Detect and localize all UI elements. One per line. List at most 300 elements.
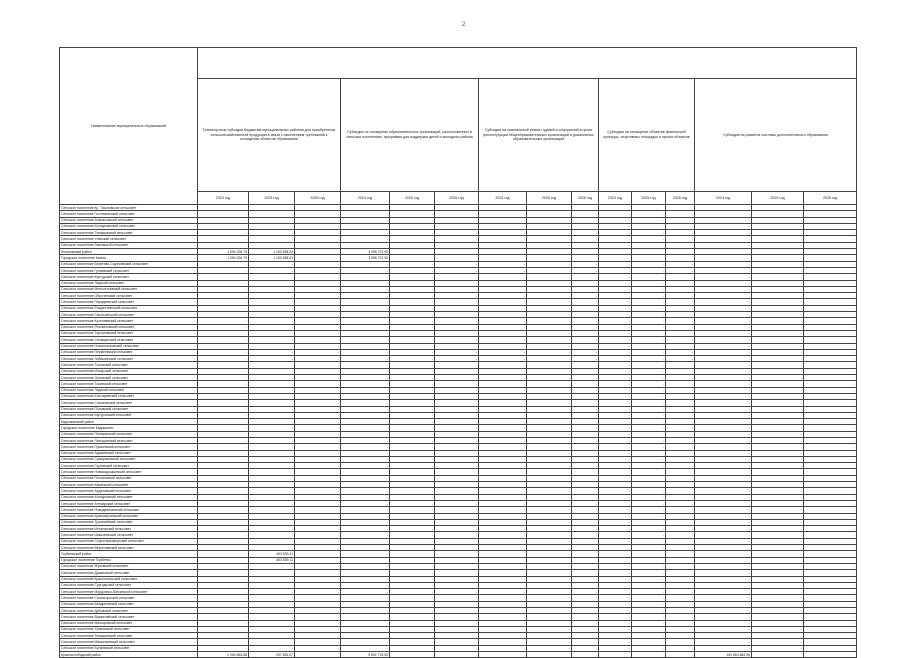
row-name: Сельское поселение Поповский сельсовет [60,406,198,412]
row-name: Сельское поселение Жуковский сельсовет [60,563,198,569]
value-cell: - [479,526,527,532]
value-cell: - [341,412,390,418]
value-cell: - [341,456,390,462]
value-cell: - [695,330,752,336]
row-name: Сельское поселение Мамолаевский сельсовет [60,639,198,645]
value-cell: - [295,223,341,229]
value-cell: - [572,242,599,248]
value-cell: - [572,582,599,588]
value-cell: - [752,242,804,248]
value-cell: - [249,507,295,513]
value-cell: - [695,419,752,425]
value-cell: - [804,582,857,588]
value-cell: - [390,576,435,582]
value-cell: - [632,589,666,595]
value-cell: - [479,349,527,355]
value-cell: - [527,545,572,551]
value-cell: - [695,349,752,355]
value-cell: - [804,532,857,538]
value-cell: - [752,286,804,292]
value-cell: - [249,400,295,406]
value-cell: - [341,570,390,576]
value-cell: - [295,412,341,418]
value-cell: - [527,337,572,343]
value-cell: - [390,337,435,343]
value-cell: - [695,312,752,318]
value-cell: - [341,393,390,399]
value-cell: - [752,532,804,538]
value-cell: - [599,267,632,273]
value-cell: - [435,419,479,425]
value-cell: - [435,356,479,362]
value-cell: - [632,299,666,305]
value-cell: - [632,324,666,330]
row-name: Сельское поселение Томашовский сельсовет [60,230,198,236]
row-name: Сельское поселение Глуховский сельсовет [60,463,198,469]
value-cell: - [295,601,341,607]
value-cell: - [804,324,857,330]
value-cell: - [666,274,695,280]
value-cell: - [632,343,666,349]
value-cell: - [390,595,435,601]
value-cell: - [752,601,804,607]
value-cell: - [572,267,599,273]
value-cell: - [527,318,572,324]
value-cell: - [198,563,249,569]
value-cell: - [695,488,752,494]
value-cell: - [752,419,804,425]
value-cell: - [479,274,527,280]
year-header: 2026 год [804,192,857,205]
value-cell: - [198,450,249,456]
value-cell: - [198,601,249,607]
value-cell: - [341,507,390,513]
row-name: Сельское поселение Булаевский сельсовет [60,645,198,651]
value-cell: - [198,519,249,525]
value-cell: - [572,419,599,425]
value-cell: - [752,267,804,273]
value-cell: - [666,368,695,374]
value-cell: - [479,563,527,569]
value-cell: - [752,305,804,311]
value-cell: - [295,463,341,469]
value-cell: - [341,513,390,519]
value-cell: - [752,236,804,242]
value-cell: - [198,639,249,645]
value-cell: - [435,608,479,614]
value-cell: - [479,387,527,393]
value-cell [527,652,572,658]
value-cell: - [390,519,435,525]
value-cell: - [341,368,390,374]
value-cell: - [752,356,804,362]
value-cell: - [695,582,752,588]
value-cell: - [599,639,632,645]
value-cell: - [435,400,479,406]
value-cell: - [752,381,804,387]
value-cell: - [599,299,632,305]
row-name: Сельское поселение Темяшевский сельсовет [60,633,198,639]
value-cell: - [599,381,632,387]
value-cell: - [435,620,479,626]
value-cell: - [527,412,572,418]
value-cell: - [435,267,479,273]
value-cell: - [632,437,666,443]
value-cell: - [599,312,632,318]
value-cell: - [198,393,249,399]
value-cell: - [390,230,435,236]
value-cell: - [752,450,804,456]
value-cell: - [341,400,390,406]
value-cell: - [804,305,857,311]
value-cell: - [695,261,752,267]
value-cell: - [632,318,666,324]
value-cell: - [599,450,632,456]
value-cell: - [804,626,857,632]
value-cell: - [527,589,572,595]
value-cell: - [295,545,341,551]
group-header: Субсидии на капитальный ремонт зданий и сооружений в целях реконструкции общеобразовательных организаций и дошкольных образовательных организаций [479,79,599,192]
value-cell: - [390,312,435,318]
value-cell: 1 183 838,43 [249,255,295,261]
value-cell: - [666,280,695,286]
value-cell: - [695,280,752,286]
value-cell: - [435,362,479,368]
value-cell: - [198,267,249,273]
value-cell: - [572,614,599,620]
value-cell: - [666,261,695,267]
value-cell: - [435,519,479,525]
value-cell: - [599,488,632,494]
value-cell: - [572,349,599,355]
value-cell: - [390,538,435,544]
value-cell: - [198,211,249,217]
value-cell: - [527,368,572,374]
value-cell: - [804,444,857,450]
value-cell: - [632,362,666,368]
value-cell: - [295,626,341,632]
value-cell: - [752,387,804,393]
value-cell: - [249,274,295,280]
value-cell: - [804,614,857,620]
value-cell: - [695,343,752,349]
value-cell: - [666,519,695,525]
row-name: Сельское поселение Ладский сельсовет [60,387,198,393]
value-cell: - [341,633,390,639]
value-cell: - [695,526,752,532]
value-cell: - [752,223,804,229]
value-cell: - [572,626,599,632]
value-cell: - [527,563,572,569]
value-cell: - [295,425,341,431]
value-cell: - [198,589,249,595]
value-cell: - [527,639,572,645]
value-cell: - [479,343,527,349]
value-cell: - [295,267,341,273]
value-cell: - [527,236,572,242]
value-cell: - [599,412,632,418]
value-cell: - [599,343,632,349]
value-cell: - [632,431,666,437]
value-cell: - [695,456,752,462]
value-cell: - [390,267,435,273]
value-cell: - [341,223,390,229]
value-cell: - [695,299,752,305]
value-cell [295,652,341,658]
value-cell: - [295,450,341,456]
value-cell: - [804,299,857,305]
value-cell: - [249,570,295,576]
year-header: 2024 год [695,192,752,205]
value-cell: - [572,305,599,311]
value-cell: - [695,293,752,299]
value-cell: - [572,393,599,399]
value-cell: - [198,645,249,651]
value-cell: - [632,538,666,544]
value-cell: - [752,431,804,437]
value-cell: - [479,444,527,450]
value-cell: - [752,608,804,614]
value-cell: - [804,312,857,318]
value-cell: - [572,513,599,519]
value-cell: 9 592 725,05 [341,652,390,658]
value-cell: - [695,463,752,469]
row-name: Сельское поселение Атемарский сельсовет [60,500,198,506]
value-cell: - [249,349,295,355]
value-cell: - [632,513,666,519]
value-cell: - [435,545,479,551]
value-cell: - [295,563,341,569]
value-cell: - [198,387,249,393]
value-cell: - [295,211,341,217]
value-cell: - [632,633,666,639]
value-cell: - [752,595,804,601]
value-cell: - [527,393,572,399]
value-cell: - [695,538,752,544]
value-cell: - [479,620,527,626]
value-cell: - [752,463,804,469]
value-cell: - [632,450,666,456]
value-cell: - [572,444,599,450]
value-cell: - [341,217,390,223]
value-cell: - [527,595,572,601]
value-cell: - [599,217,632,223]
row-name: Сельское поселение Ладский сельсовет [60,280,198,286]
value-cell: - [527,356,572,362]
year-header: 2026 год [666,192,695,205]
value-cell: - [341,576,390,582]
value-cell: - [341,362,390,368]
value-cell: - [666,381,695,387]
value-cell: - [666,211,695,217]
value-cell: - [390,507,435,513]
row-name: Сельское поселение Салазгорьский сельсовет [60,595,198,601]
row-name: Сельское поселение Апанасовский сельсовет [60,217,198,223]
value-cell: - [479,545,527,551]
value-cell: - [695,337,752,343]
value-cell: - [599,223,632,229]
value-cell: - [752,362,804,368]
value-cell: - [198,545,249,551]
value-cell: - [695,425,752,431]
value-cell: - [527,312,572,318]
value-cell: - [752,274,804,280]
value-cell: - [695,356,752,362]
value-cell: - [666,582,695,588]
value-cell: - [527,230,572,236]
value-cell: - [249,538,295,544]
value-cell: - [435,639,479,645]
value-cell: - [390,570,435,576]
value-cell: - [479,589,527,595]
value-cell: - [479,337,527,343]
value-cell: - [435,368,479,374]
value-cell: - [341,293,390,299]
value-cell: - [752,312,804,318]
value-cell: - [295,362,341,368]
value-cell: - [249,293,295,299]
value-cell: - [632,488,666,494]
value-cell: - [249,368,295,374]
value-cell: - [198,318,249,324]
value-cell: - [295,406,341,412]
value-cell: - [599,500,632,506]
row-name: Сельское поселение Игнатовский сельсовет [60,526,198,532]
value-cell: - [390,582,435,588]
value-cell: - [695,437,752,443]
value-cell: - [804,545,857,551]
value-cell: - [435,299,479,305]
value-cell: - [752,456,804,462]
value-cell: - [666,450,695,456]
value-cell: - [695,563,752,569]
value-cell: - [666,293,695,299]
value-cell: - [198,324,249,330]
value-cell: - [249,223,295,229]
value-cell: - [479,375,527,381]
value-cell: - [249,412,295,418]
value-cell: - [666,639,695,645]
value-cell: - [804,406,857,412]
value-cell: - [341,626,390,632]
value-cell: - [479,633,527,639]
value-cell: - [752,337,804,343]
value-cell: - [435,437,479,443]
value-cell: - [804,375,857,381]
value-cell: - [295,280,341,286]
value-cell: - [390,419,435,425]
value-cell: - [666,400,695,406]
value-cell: - [527,293,572,299]
value-cell: - [390,324,435,330]
value-cell: - [341,211,390,217]
value-cell: - [752,437,804,443]
value-cell: - [479,236,527,242]
value-cell: - [295,230,341,236]
year-header: 2025 год [527,192,572,205]
value-cell: - [198,223,249,229]
value-cell: - [341,337,390,343]
value-cell: - [632,526,666,532]
value-cell: - [479,532,527,538]
value-cell: - [527,608,572,614]
value-cell: - [435,456,479,462]
value-cell: - [249,337,295,343]
value-cell: - [198,230,249,236]
value-cell: - [390,236,435,242]
value-cell: - [390,608,435,614]
value-cell: 453 839,11 [249,551,295,557]
value-cell: - [695,444,752,450]
value-cell: - [390,349,435,355]
value-cell: - [527,601,572,607]
value-cell: - [572,223,599,229]
value-cell: - [632,463,666,469]
value-cell: - [249,356,295,362]
value-cell: - [599,305,632,311]
value-cell: - [752,393,804,399]
row-name: Сельское поселение Таловский сельсовет [60,362,198,368]
value-cell: - [198,305,249,311]
value-cell: - [341,437,390,443]
value-cell: - [390,393,435,399]
value-cell: - [599,431,632,437]
value-cell: - [632,356,666,362]
value-cell: - [435,406,479,412]
value-cell: - [632,406,666,412]
value-cell: - [435,223,479,229]
value-cell: - [341,500,390,506]
value-cell: - [198,614,249,620]
value-cell: - [804,437,857,443]
value-cell [599,652,632,658]
value-cell: - [527,538,572,544]
value-cell: - [249,305,295,311]
value-cell: - [341,582,390,588]
value-cell: - [198,286,249,292]
value-cell: - [198,236,249,242]
value-cell: - [341,494,390,500]
value-cell: - [695,519,752,525]
value-cell: - [341,318,390,324]
value-cell: - [249,519,295,525]
value-cell: - [435,626,479,632]
value-cell: - [479,463,527,469]
value-cell: - [752,412,804,418]
value-cell: - [527,431,572,437]
value-cell: - [479,356,527,362]
value-cell: - [295,242,341,248]
value-cell: - [341,563,390,569]
value-cell: - [695,375,752,381]
value-cell: - [752,563,804,569]
value-cell: - [599,444,632,450]
value-cell: - [804,620,857,626]
value-cell: - [804,261,857,267]
row-name: Сельское поселение Сиалеевский сельсовет [60,400,198,406]
value-cell: - [390,437,435,443]
value-cell: - [804,608,857,614]
value-cell: - [666,387,695,393]
value-cell: - [435,570,479,576]
value-cell: - [666,532,695,538]
value-cell: - [249,608,295,614]
value-cell: - [198,620,249,626]
value-cell: - [632,293,666,299]
value-cell: - [198,570,249,576]
value-cell: - [695,387,752,393]
value-cell: - [804,507,857,513]
